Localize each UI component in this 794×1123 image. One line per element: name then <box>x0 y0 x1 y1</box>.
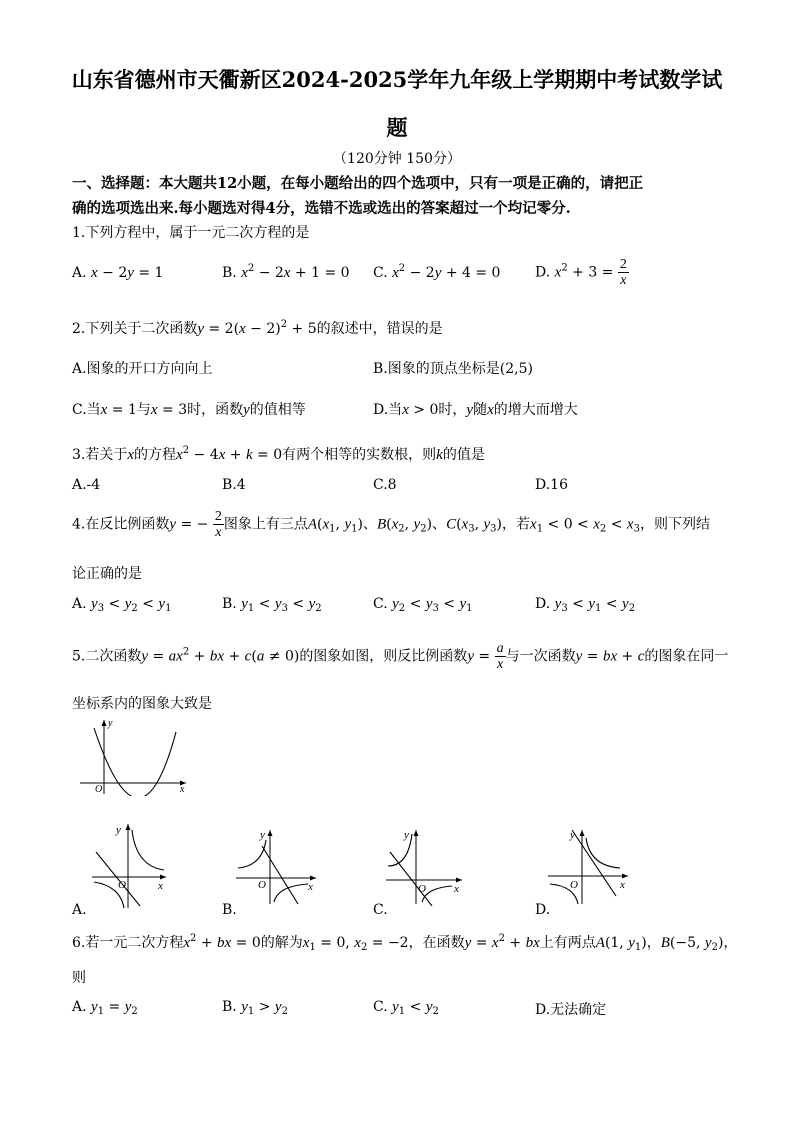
q6-option-d: D.无法确定 <box>535 1002 607 1018</box>
origin-label: O <box>118 879 126 891</box>
y-label: y <box>404 829 409 841</box>
q5-option-d-graph <box>548 826 632 906</box>
y-axis-arrow <box>102 720 107 726</box>
x-label: x <box>620 879 625 891</box>
hyperbola-branch-1 <box>132 830 164 870</box>
q5-option-b: B. <box>222 902 237 918</box>
hyperbola-branch-1 <box>586 838 620 868</box>
q2-option-b: B.图象的顶点坐标是(2,5) <box>373 361 533 377</box>
q4-option-a: A. $y_3 < y_2 < y_1$ <box>72 596 172 614</box>
q6-stem-cont: 则 <box>72 970 86 986</box>
q3-option-c: C.8 <box>373 477 397 493</box>
q6-option-a: A. $y_1 = y_2$ <box>72 999 138 1017</box>
q1-option-b: B. $x^2 - 2x + 1 = 0$ <box>222 263 350 281</box>
q2-option-c: C.当x = 1与x = 3时，函数y的值相等 <box>72 402 306 418</box>
parabola-curve <box>94 728 176 796</box>
line-graph <box>572 830 616 896</box>
q1-option-c: C. $x^2 - 2y + 4 = 0$ <box>373 263 501 281</box>
x-axis-arrow <box>456 878 462 883</box>
q4-option-c: C. $y_2 < y_3 < y_1$ <box>373 596 473 614</box>
y-axis-arrow <box>414 830 419 836</box>
q1-option-d: D. $x^2 + 3$ = $\frac{2}{x}$ <box>535 257 627 288</box>
x-axis-arrow <box>310 876 316 881</box>
y-axis-label: y <box>108 718 113 729</box>
q4-stem: 4.在反比例函数y = − $\frac{2}{x}$ 图象上有三点$A(x_1$, $y_1$)、$B(x_2$, $y_2$)、$C(x_3$, $y_3$)，若$x_1 < 0 < x_2 < x_3$，则下列结 <box>72 509 710 540</box>
q5-parabola-figure <box>72 716 192 796</box>
q5-option-c-graph <box>386 826 466 906</box>
section-instructions-line2: 确的选项选出来.每小题选对得4分，选错不选或选出的答案超过一个均记零分. <box>72 200 571 217</box>
origin-label: O <box>418 883 426 895</box>
origin-label: O <box>95 784 103 795</box>
q2-stem: 2.下列关于二次函数$y = 2(x - 2)^2 + 5$的叙述中，错误的是 <box>72 319 443 337</box>
q3-stem: 3.若关于x的方程$x^2 - 4x + k = 0$有两个相等的实数根，则k的值是 <box>72 445 485 463</box>
q3-option-b: B.4 <box>222 477 246 493</box>
origin-label: O <box>570 879 578 891</box>
q5-stem: 5.二次函数$y = ax^2$ + bx + c(a ≠ 0)的图象如图，则反比例函数y = $\frac{a}{x}$ 与一次函数y = bx + c的图象在同一 <box>72 641 729 672</box>
q4-option-d: D. $y_3 < y_1 < y_2$ <box>535 596 636 614</box>
q3-option-d: D.16 <box>535 477 568 493</box>
q2-option-a: A.图象的开口方向向上 <box>72 361 213 377</box>
line-graph <box>390 852 432 906</box>
q3-option-a: A.-4 <box>72 477 101 493</box>
q5-stem-cont: 坐标系内的图象大致是 <box>72 696 212 712</box>
hyperbola-branch-1 <box>238 840 266 868</box>
y-axis-arrow <box>580 830 585 836</box>
q5-option-a: A. <box>72 902 87 918</box>
origin-label: O <box>258 879 266 891</box>
q6-stem: 6.若一元二次方程$x^2$ + bx = 0的解为$x_1 = 0$, $x_2 = -2$，在函数$y = x^2$ + bx上有两点A(1, $y_1$)，B(−5, $y_2$)， <box>72 933 738 953</box>
exam-title-line2: 题 <box>386 115 408 140</box>
y-axis-arrow <box>268 830 273 836</box>
exam-title-line1: 山东省德州市天衢新区2024-2025学年九年级上学期期中考试数学试 <box>71 67 723 92</box>
line-graph <box>262 846 298 904</box>
section-instructions-line1: 一、选择题：本大题共12小题，在每小题给出的四个选项中，只有一项是正确的，请把正 <box>72 175 644 192</box>
y-label: y <box>260 829 265 841</box>
y-label: y <box>570 829 575 841</box>
q4-stem-cont: 论正确的是 <box>72 566 142 582</box>
q5-option-a-graph <box>92 820 172 910</box>
q6-option-b: B. $y_1 > y_2$ <box>222 999 288 1017</box>
y-axis-arrow <box>126 824 131 830</box>
exam-subtitle: （120分钟 150分） <box>333 151 461 167</box>
q5-option-b-graph <box>236 826 320 906</box>
x-axis-arrow <box>622 874 628 879</box>
q5-option-d: D. <box>535 902 551 918</box>
x-axis-label: x <box>180 784 185 795</box>
x-axis-arrow <box>160 875 166 880</box>
q2-option-d: D.当x > 0时，y随x的增大而增大 <box>373 402 578 418</box>
x-label: x <box>454 883 459 895</box>
x-label: x <box>308 881 313 893</box>
x-label: x <box>158 880 163 892</box>
q4-option-b: B. $y_1 < y_3 < y_2$ <box>222 596 322 614</box>
q5-option-c: C. <box>373 902 388 918</box>
y-label: y <box>116 824 121 836</box>
q1-option-a: A. x − 2y = 1 <box>72 265 164 281</box>
q1-stem: 1.下列方程中，属于一元二次方程的是 <box>72 225 310 241</box>
q6-option-c: C. $y_1 < y_2$ <box>373 999 439 1017</box>
